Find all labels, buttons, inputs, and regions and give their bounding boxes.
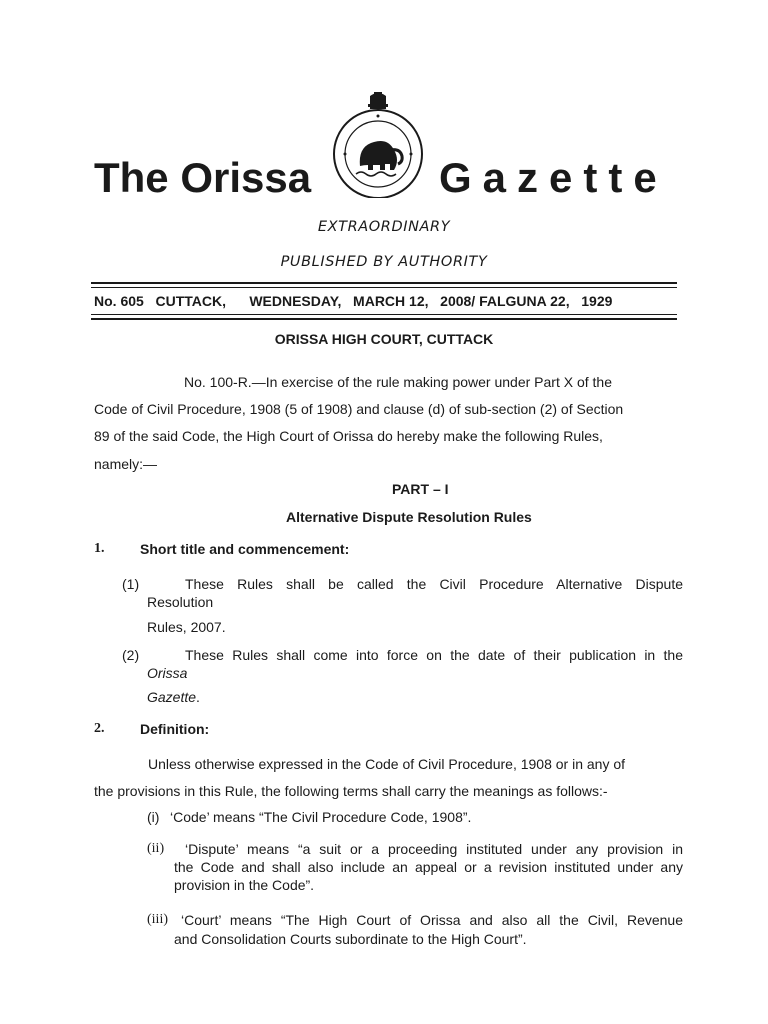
- gazette-title-right: Gazette: [439, 154, 668, 201]
- published-by-authority-label: PUBLISHED BY AUTHORITY: [280, 254, 488, 270]
- section-2-number: 2.: [94, 721, 105, 736]
- state-emblem-icon: [330, 86, 426, 198]
- top-rule: [91, 282, 677, 284]
- item-1-text-a: These Rules shall be called the Civil Procedure Alternative Dispute: [185, 576, 683, 592]
- preamble-line-2: Code of Civil Procedure, 1908 (5 of 1908) and clause (d) of sub-section (2) of Section: [94, 401, 624, 417]
- def-ii-line-1: ‘Dispute’ means “a suit or a proceeding instituted under any provision in: [185, 841, 683, 857]
- def-ii-number: (ii): [147, 841, 165, 856]
- def-iii-line-2: and Consolidation Courts subordinate to the High Court”.: [174, 931, 527, 947]
- def-ii-line-3: provision in the Code”.: [174, 877, 315, 893]
- item-1-text-c: Rules, 2007.: [147, 619, 226, 635]
- bottom-rule: [91, 318, 677, 320]
- court-heading: ORISSA HIGH COURT, CUTTACK: [274, 331, 494, 347]
- section-2-heading: Definition:: [140, 721, 210, 737]
- section-2-intro-1: Unless otherwise expressed in the Code of Civil Procedure, 1908 or in any of: [148, 756, 626, 772]
- def-i-line-1: ‘Code’ means “The Civil Procedure Code, 1908”.: [170, 809, 472, 825]
- bottom-rule-thin: [91, 314, 677, 315]
- section-1-heading: Short title and commencement:: [140, 541, 350, 557]
- top-rule-thin: [91, 287, 677, 288]
- preamble-line-4: namely:—: [94, 456, 158, 472]
- def-ii-line-2: the Code and shall also include an appeal or a revision instituted under any: [174, 859, 683, 875]
- section-1-number: 1.: [94, 541, 105, 556]
- issue-line: No. 605 CUTTACK, WEDNESDAY, MARCH 12, 2008/ FALGUNA 22, 1929: [94, 293, 613, 309]
- item-2-text-b: Orissa: [147, 665, 188, 681]
- gazette-title-left: The Orissa: [94, 154, 312, 201]
- section-2-intro-2: the provisions in this Rule, the following terms shall carry the meanings as follows:-: [94, 783, 608, 799]
- item-2-text-c-end: .: [196, 689, 200, 705]
- part-heading: PART – I: [392, 481, 449, 497]
- item-2-number: (2): [122, 647, 140, 663]
- part-title: Alternative Dispute Resolution Rules: [286, 509, 532, 525]
- extraordinary-label: EXTRAORDINARY: [317, 219, 451, 235]
- preamble-line-1: No. 100-R.—In exercise of the rule making power under Part X of the: [184, 374, 612, 390]
- item-2-text-c-wrap: [147, 689, 200, 705]
- item-2-text-c: Gazette: [147, 689, 197, 705]
- def-i-number: (i): [147, 809, 160, 825]
- item-2-text-a: These Rules shall come into force on the date of their publication in the: [185, 647, 683, 663]
- def-iii-number: (iii): [147, 912, 168, 927]
- preamble-line-3: 89 of the said Code, the High Court of Orissa do hereby make the following Rules,: [94, 428, 603, 444]
- def-iii-line-1: ‘Court’ means “The High Court of Orissa and also all the Civil, Revenue: [181, 912, 683, 928]
- item-1-text-b: Resolution: [147, 594, 214, 610]
- item-1-number: (1): [122, 576, 140, 592]
